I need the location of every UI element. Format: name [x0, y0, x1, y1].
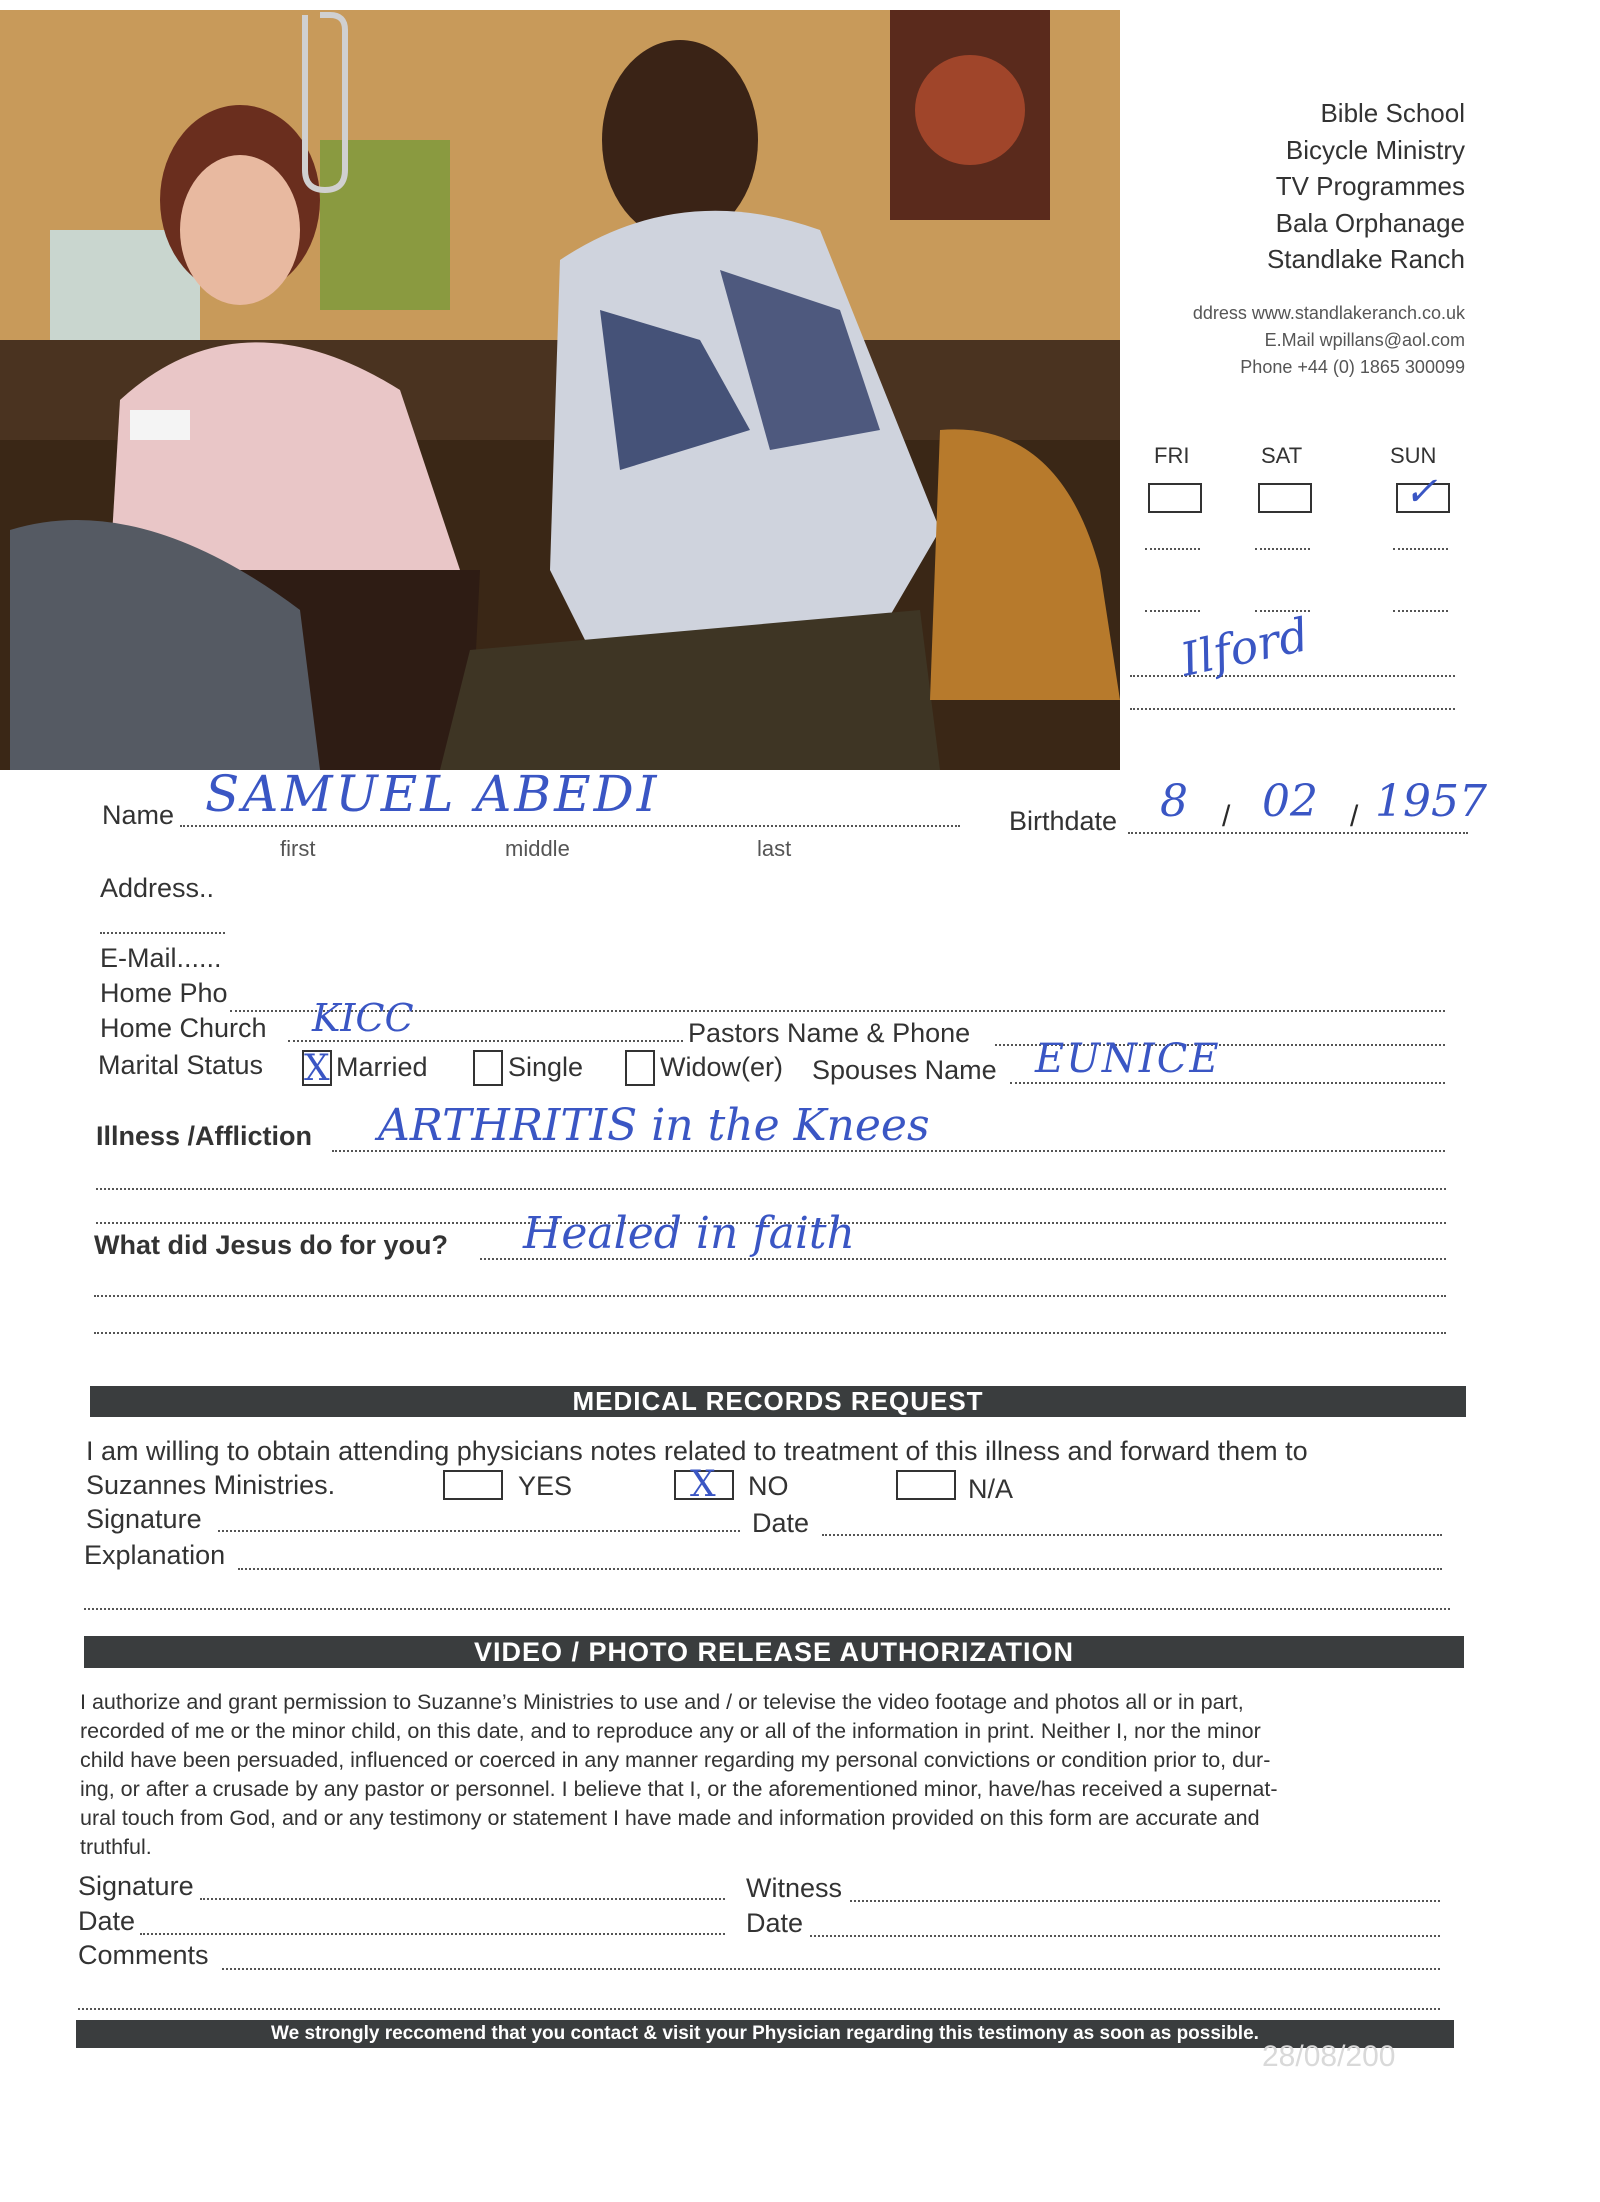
day-label-sun: SUN: [1390, 443, 1437, 468]
phone-text: Phone +44 (0) 1865 300099: [1240, 357, 1465, 377]
dotted-line: [1145, 610, 1200, 612]
dotted-line: [96, 1188, 1446, 1190]
name-sub-first: first: [280, 836, 316, 861]
checkbox-sun[interactable]: [1396, 469, 1450, 515]
dotted-line: [94, 1332, 1446, 1334]
x-mark-icon: X: [304, 1048, 330, 1089]
name-value[interactable]: SAMUEL ABEDI: [205, 765, 660, 823]
checkbox-yes[interactable]: [443, 1470, 503, 1500]
release-signature-label: Signature: [78, 1871, 194, 1901]
birthdate-line: [1128, 832, 1468, 834]
release-line: ing, or after a crusade by any pastor or personnel. I believe that I, or the aforementioned minor, have/has received a supernat-: [80, 1777, 1278, 1801]
release-line: ural touch from God, and or any testimony or statement I have made and information provided on this form are accurate and: [80, 1806, 1260, 1830]
day-label-fri: FRI: [1154, 443, 1190, 468]
medical-text: Suzannes Ministries.: [86, 1470, 336, 1500]
handwritten-location: Ilford: [1175, 607, 1314, 687]
spouses-name-line: [1010, 1082, 1445, 1084]
no-label: NO: [748, 1471, 789, 1501]
dotted-line: [94, 1295, 1446, 1297]
witness-line: [850, 1900, 1440, 1902]
dotted-line: [1130, 675, 1455, 677]
pastors-label: Pastors Name & Phone: [688, 1018, 971, 1048]
check-mark-icon: ✓: [1404, 469, 1438, 515]
comments-label: Comments: [78, 1940, 209, 1970]
checkbox-na[interactable]: [896, 1470, 956, 1500]
checkbox-sat[interactable]: [1258, 483, 1312, 513]
program-list: [1267, 95, 1465, 278]
home-church-label: Home Church: [100, 1013, 267, 1043]
program-item: Standlake Ranch: [1266, 244, 1465, 274]
program-item: TV Programmes: [1275, 171, 1465, 201]
photo-illustration: [0, 10, 1120, 770]
release-line: I authorize and grant permission to Suzanne’s Ministries to use and / or televise the video footage and photos all or in part,: [80, 1690, 1244, 1714]
dotted-line: [1393, 610, 1448, 612]
birthdate-sep: /: [1350, 800, 1359, 833]
medical-date-line: [822, 1534, 1442, 1536]
witness-label: Witness: [746, 1873, 843, 1903]
illness-value[interactable]: ARTHRITIS in the Knees: [378, 1100, 930, 1151]
birthdate-sep: /: [1222, 800, 1231, 833]
checkbox-widow[interactable]: [625, 1050, 655, 1086]
program-item: Bicycle Ministry: [1285, 134, 1465, 165]
birthdate-month[interactable]: 02: [1262, 776, 1318, 827]
illness-label: Illness /Affliction: [96, 1121, 313, 1151]
widow-label: Widow(er): [660, 1052, 784, 1082]
release-line: child have been persuaded, influenced or coerced in any manner regarding my personal convictions or condition prior to, dur-: [80, 1748, 1271, 1772]
marital-status-label: Marital Status: [98, 1050, 264, 1080]
married-label: Married: [336, 1052, 428, 1082]
x-mark-icon: X: [690, 1464, 716, 1505]
dotted-line: [1130, 708, 1455, 710]
home-phone-label: Home Pho: [100, 978, 228, 1008]
dotted-line: [84, 1608, 1450, 1610]
date-stamp: 28/08/200: [1262, 2040, 1396, 2073]
single-label: Single: [508, 1052, 584, 1082]
home-church-value[interactable]: KICC: [312, 996, 414, 1040]
medical-signature-label: Signature: [86, 1504, 202, 1534]
contact-block: [1193, 300, 1465, 381]
birthdate-day[interactable]: 8: [1160, 776, 1188, 827]
release-date2-line: [810, 1935, 1440, 1937]
attached-photo: [0, 10, 1120, 770]
medical-section-header: MEDICAL RECORDS REQUEST: [90, 1386, 1466, 1417]
website-text: ddress www.standlakeranch.co.uk: [1192, 303, 1465, 323]
checkbox-fri[interactable]: [1148, 483, 1202, 513]
dotted-line: [1145, 548, 1200, 550]
checkbox-married[interactable]: [302, 1048, 332, 1089]
release-line: recorded of me or the minor child, on this date, and to reproduce any or all of the information in print. Neither I, nor the minor: [80, 1719, 1261, 1743]
name-sub-last: last: [757, 836, 792, 861]
release-date-label: Date: [78, 1906, 136, 1936]
release-date2-label: Date: [746, 1908, 804, 1938]
release-line: truthful.: [80, 1835, 152, 1859]
medical-signature-line: [218, 1530, 740, 1532]
dotted-line: [78, 2008, 1440, 2010]
name-label: Name: [102, 800, 175, 830]
medical-date-label: Date: [752, 1508, 810, 1538]
dotted-line: [1393, 548, 1448, 550]
email-label: E-Mail......: [100, 943, 222, 973]
address-line: [100, 932, 225, 934]
checkbox-no[interactable]: [674, 1464, 734, 1505]
spouses-name-label: Spouses Name: [812, 1055, 997, 1085]
release-text: [80, 1688, 1278, 1862]
name-line: [180, 825, 960, 827]
home-church-line: [288, 1040, 683, 1042]
na-label: N/A: [968, 1474, 1014, 1504]
explanation-line: [238, 1568, 1442, 1570]
day-label-sat: SAT: [1261, 443, 1303, 468]
yes-label: YES: [518, 1471, 573, 1501]
release-date-line: [140, 1933, 725, 1935]
name-sub-middle: middle: [505, 836, 570, 861]
spouses-name-value[interactable]: EUNICE: [1035, 1036, 1221, 1082]
program-item: Bala Orphanage: [1275, 207, 1465, 238]
birthdate-year[interactable]: 1957: [1375, 776, 1487, 827]
release-section-header: VIDEO / PHOTO RELEASE AUTHORIZATION: [84, 1636, 1464, 1668]
medical-text: I am willing to obtain attending physicians notes related to treatment of this illness and forward them to: [86, 1436, 1308, 1466]
jesus-label: What did Jesus do for you?: [94, 1230, 449, 1260]
address-label: Address..: [100, 873, 215, 903]
footer-notice: We strongly reccomend that you contact & visit your Physician regarding this testimony as soon as possible.: [76, 2020, 1454, 2048]
email-text: E.Mail wpillans@aol.com: [1264, 330, 1465, 350]
jesus-value[interactable]: Healed in faith: [523, 1208, 855, 1259]
comments-line: [222, 1968, 1440, 1970]
checkbox-single[interactable]: [473, 1050, 503, 1086]
release-signature-line: [200, 1898, 725, 1900]
program-item: Bible School: [1320, 98, 1465, 128]
explanation-label: Explanation: [84, 1540, 226, 1570]
birthdate-label: Birthdate: [1009, 806, 1118, 836]
dotted-line: [1255, 548, 1310, 550]
